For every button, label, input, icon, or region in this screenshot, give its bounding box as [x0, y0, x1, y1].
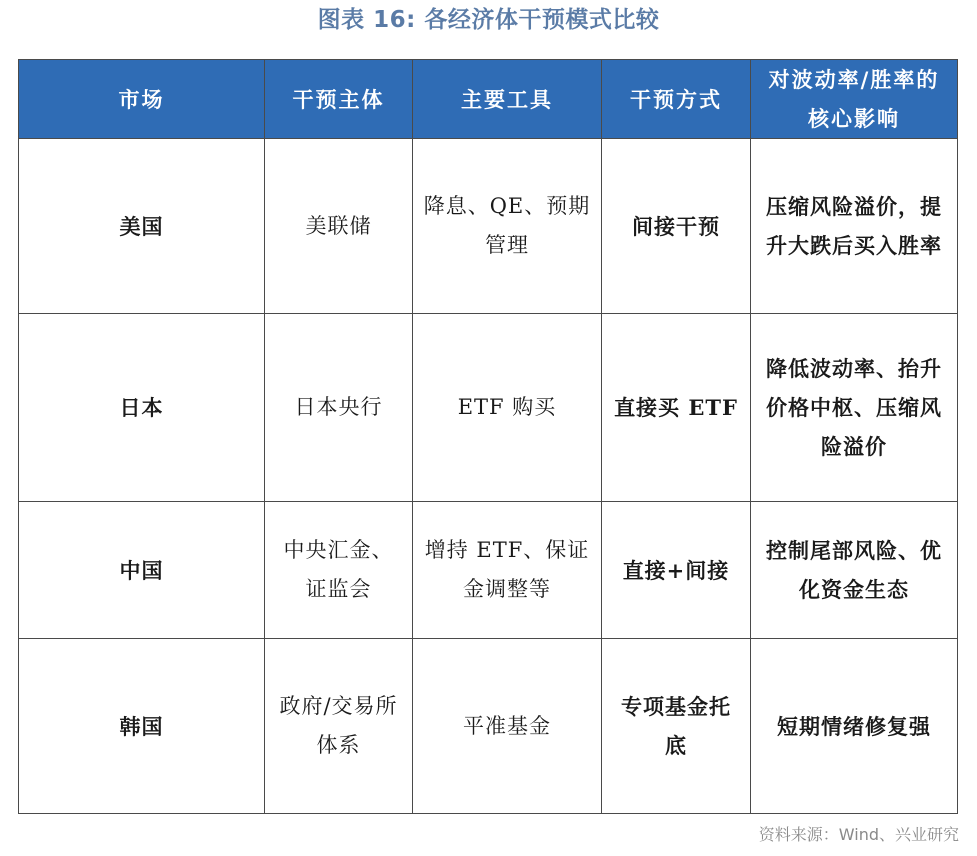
- table-row: [19, 639, 958, 814]
- cell-method: 直接+间接: [602, 502, 751, 639]
- source-note: 资料来源：Wind、兴业研究: [758, 825, 959, 844]
- header-tools: 主要工具: [413, 60, 602, 139]
- header-market: 市场: [19, 60, 265, 139]
- cell-market: 美国: [19, 139, 265, 314]
- cell-entity: 政府/交易所体系: [265, 639, 413, 814]
- cell-entity: 日本央行: [265, 314, 413, 502]
- cell-market: 韩国: [19, 639, 265, 814]
- header-method: 干预方式: [602, 60, 751, 139]
- cell-method: 直接买 ETF: [602, 314, 751, 502]
- cell-method: 间接干预: [602, 139, 751, 314]
- cell-market: 日本: [19, 314, 265, 502]
- cell-impact: 压缩风险溢价，提升大跌后买入胜率: [751, 139, 958, 314]
- cell-impact: 短期情绪修复强: [751, 639, 958, 814]
- table-row: [19, 139, 958, 314]
- comparison-table: [18, 59, 958, 814]
- table-row: [19, 502, 958, 639]
- cell-tools: 降息、QE、预期管理: [413, 139, 602, 314]
- cell-impact: 控制尾部风险、优化资金生态: [751, 502, 958, 639]
- header-impact: 对波动率/胜率的核心影响: [751, 60, 958, 139]
- cell-tools: ETF 购买: [413, 314, 602, 502]
- cell-entity: 中央汇金、证监会: [265, 502, 413, 639]
- table-row: [19, 314, 958, 502]
- chart-title: 图表 16: 各经济体干预模式比较: [317, 7, 660, 33]
- table-header-row: [19, 60, 958, 139]
- cell-entity: 美联储: [265, 139, 413, 314]
- cell-tools: 增持 ETF、保证金调整等: [413, 502, 602, 639]
- cell-impact: 降低波动率、抬升价格中枢、压缩风险溢价: [751, 314, 958, 502]
- cell-method: 专项基金托底: [602, 639, 751, 814]
- header-entity: 干预主体: [265, 60, 413, 139]
- cell-market: 中国: [19, 502, 265, 639]
- cell-tools: 平准基金: [413, 639, 602, 814]
